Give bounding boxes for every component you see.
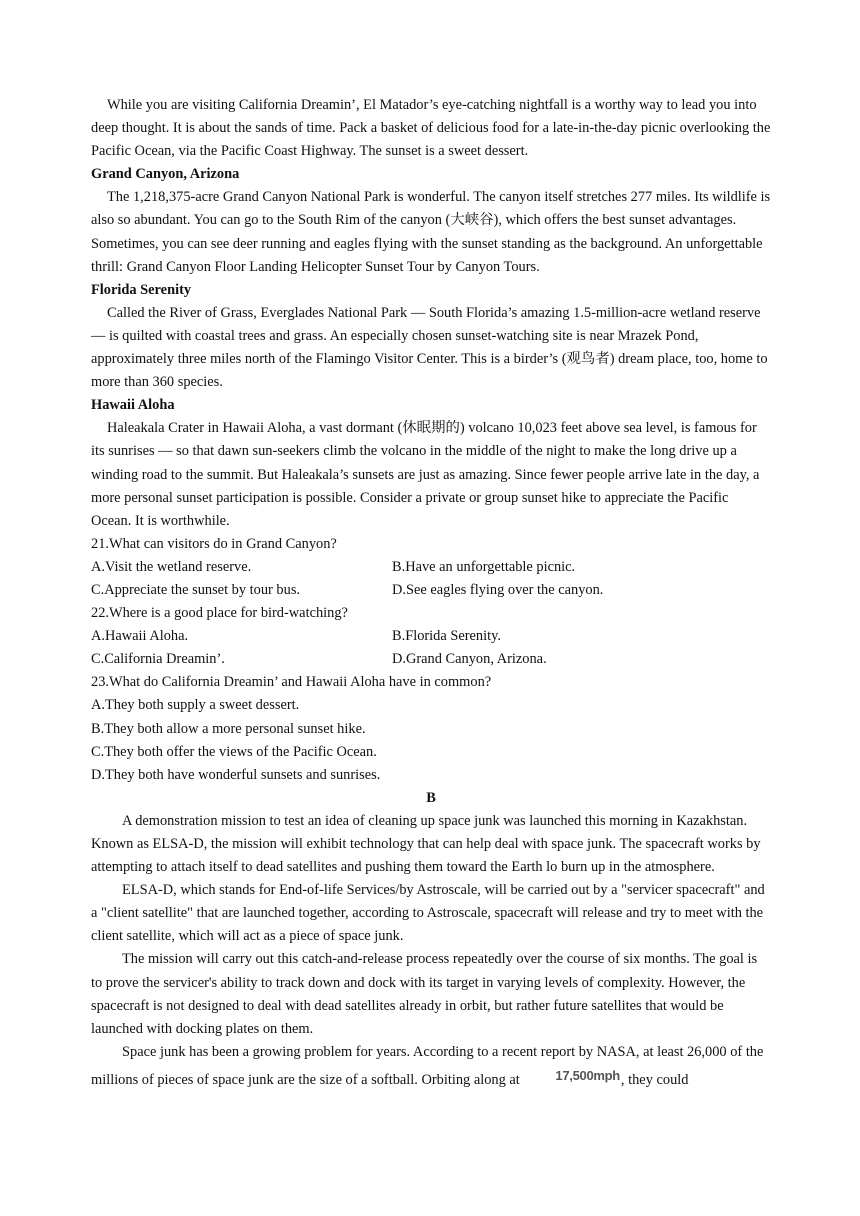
question-22-option-b: B.Florida Serenity. (392, 628, 501, 645)
question-23-stem: 23.What do California Dreamin’ and Hawaii Aloha have in common? (91, 674, 492, 691)
question-23-option-c: C.They both offer the views of the Pacific Ocean. (91, 743, 377, 760)
question-22-options-row-1 (91, 625, 771, 648)
question-21-option-d: D.See eagles flying over the canyon. (392, 581, 604, 598)
question-23-option-b: B.They both allow a more personal sunset hike. (91, 720, 366, 737)
question-22-option-c: C.California Dreamin’. (91, 651, 225, 668)
question-21-stem: 21.What can visitors do in Grand Canyon? (91, 535, 337, 552)
section-heading-grand-canyon: Grand Canyon, Arizona (91, 166, 240, 183)
speed-image-text: 17,500mph (555, 1067, 620, 1083)
question-23-option-d: D.They both have wonderful sunsets and sunrises. (91, 766, 381, 783)
question-22-options-row-2 (91, 648, 771, 671)
passage-b-paragraph-2: ELSA-D, which stands for End-of-life Services/by Astroscale, will be carried out by a "servicer spacecraft" and a "client satellite" that are launched together, according to Astroscale, spacecraft will release and try to meet with the client satellite, which will act as a piece of space junk. (91, 882, 765, 945)
section-text-hawaii: Haleakala Crater in Hawaii Aloha, a vast dormant (休眠期的) volcano 10,023 feet above sea level, is famous for its sunrises — so that dawn sun-seekers climb the volcano in the middle of the night to make the long drive up a winding road to the summit. But Haleakala’s sunsets are just as amazing. Since fewer people arrive late in the day, a more personal sunset participation is possible. Consider a private or group sunset hike to appreciate the Pacific Ocean. It is worthwhile. (91, 420, 760, 529)
question-23-option-a: A.They both supply a sweet dessert. (91, 697, 300, 714)
question-21-option-c: C.Appreciate the sunset by tour bus. (91, 581, 301, 598)
section-heading-florida: Florida Serenity (91, 281, 192, 298)
question-22-option-d: D.Grand Canyon, Arizona. (392, 651, 547, 668)
question-21-option-a: A.Visit the wetland reserve. (91, 558, 252, 575)
passage-b-paragraph-1: A demonstration mission to test an idea of cleaning up space junk was launched this morning in Kazakhstan. Known as ELSA-D, the mission will exhibit technology that can help deal with space junk. The spacecraft works by attempting to attach itself to dead satellites and pushing them toward the Earth lo burn up in the atmosphere. (91, 812, 761, 876)
section-text-florida: Called the River of Grass, Everglades National Park — South Florida’s amazing 1.5-million-acre wetland reserve — is quilted with coastal trees and grass. An especially chosen sunset-watching site is near Mrazek Pond, approximately three miles north of the Flamingo Visitor Center. This is a birder’s (观鸟者) dream place, too, home to more than 360 species. (91, 304, 768, 391)
section-text-grand-canyon: The 1,218,375-acre Grand Canyon National Park is wonderful. The canyon itself stretches 277 miles. Its wildlife is also so abundant. You can go to the South Rim of the canyon (大峡谷), which offers the best sunset advantages. Sometimes, you can see deer running and eagles flying with the sunset standing as the background. An unforgettable thrill: Grand Canyon Floor Landing Helicopter Sunset Tour by Canyon Tours. (91, 189, 771, 275)
passage-b-title: B (426, 789, 436, 806)
question-21-option-b: B.Have an unforgettable picnic. (392, 558, 576, 575)
passage-b-paragraph-4-end: , they could (620, 1071, 689, 1088)
passage-b-paragraph-4 (91, 1041, 771, 1092)
passage-a-intro: While you are visiting California Dreamin’, El Matador’s eye-catching nightfall is a worthy way to lead you into deep thought. It is about the sands of time. Pack a basket of delicious food for a late-in-the-day picnic overlooking the Pacific Ocean, via the Pacific Coast Highway. The sunset is a sweet dessert. (91, 97, 771, 160)
question-21-options-row-2 (91, 579, 771, 602)
section-heading-hawaii: Hawaii Aloha (91, 397, 175, 414)
question-22-option-a: A.Hawaii Aloha. (91, 628, 189, 645)
document-page (91, 94, 771, 1092)
question-21-options-row-1 (91, 556, 771, 579)
question-22-stem: 22.Where is a good place for bird-watching? (91, 605, 348, 622)
passage-b-paragraph-3: The mission will carry out this catch-and-release process repeatedly over the course of six months. The goal is to prove the servicer's ability to track down and dock with its target in varying levels of complexity. However, the spacecraft is not designed to deal with dead satellites already in orbit, but rather future satellites that would be launched with docking plates on them. (91, 951, 758, 1037)
passage-b-paragraph-4-start: Space junk has been a growing problem for years. According to a recent report by NASA, at least 26,000 of the millions of pieces of space junk are the size of a softball. Orbiting along at (91, 1043, 764, 1088)
